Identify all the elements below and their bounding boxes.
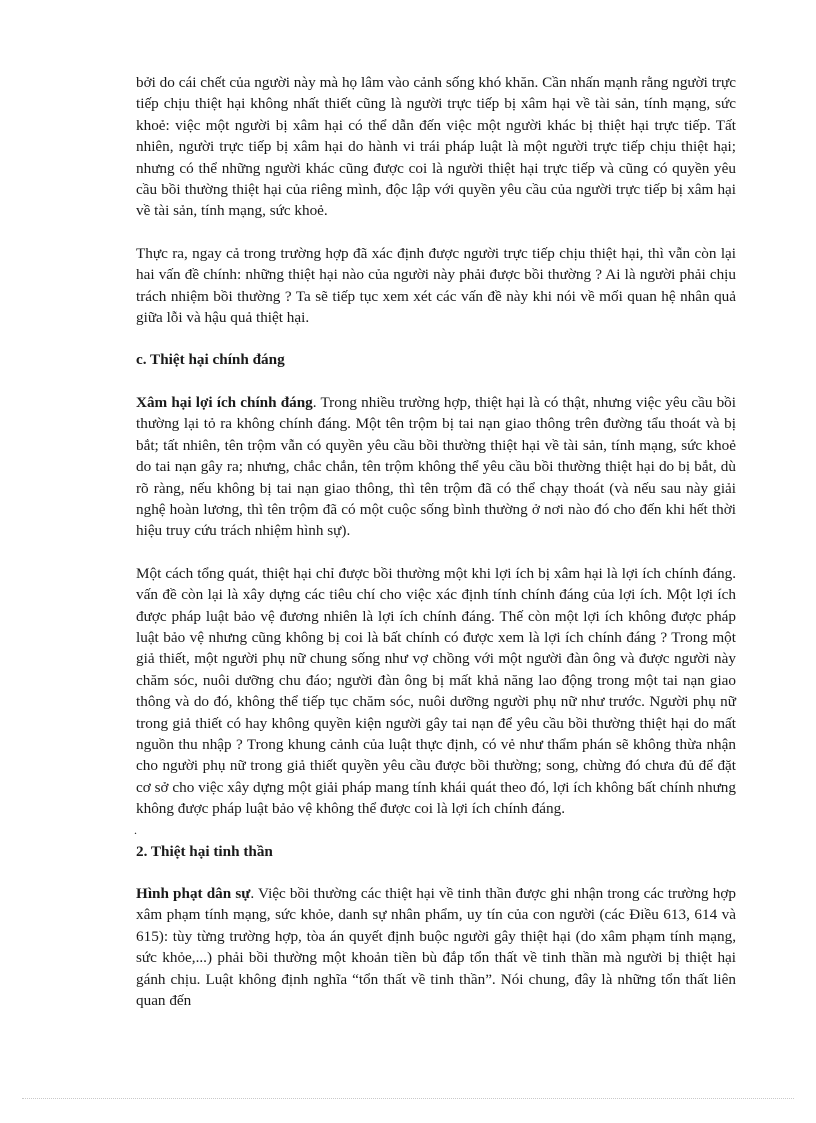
section-heading-2: 2. Thiệt hại tinh thần — [136, 842, 273, 860]
paragraph-3 — [136, 392, 736, 542]
stray-dot: . — [134, 822, 137, 837]
spacer — [136, 862, 736, 883]
paragraph-2: Thực ra, ngay cả trong trường hợp đã xác định được người trực tiếp chịu thiệt hại, thì vẫn còn lại hai vấn đề chính: những thiệt hại nào của người này phải được bồi thường ? Ai là người phải chịu trách nhiệm bồi thường ? Ta sẽ tiếp tục xem xét các vấn đề này khi nói về mối quan hệ nhân quả giữa lỗi và hậu quả thiệt hại. — [136, 244, 736, 327]
page-bottom-divider — [22, 1098, 794, 1099]
paragraph-1: bởi do cái chết của người này mà họ lâm vào cảnh sống khó khăn. Cần nhấn mạnh rằng người trực tiếp chịu thiệt hại không nhất thiết cũng là người trực tiếp bị xâm hại về tài sản, tính mạng, sức khoẻ: việc một người bị xâm hại có thể dẫn đến việc một người khác bị thiệt hại trực tiếp. Tất nhiên, người trực tiếp bị xâm hại do hành vi trái pháp luật là một người trực tiếp chịu thiệt hại; nhưng có thể những người khác cũng được coi là người thiệt hại trực tiếp và cũng có quyền yêu cầu bồi thường thiệt hại của riêng mình, độc lập với quyền yêu cầu của người trực tiếp bị xâm hại về tài sản, tính mạng, sức khoẻ. — [136, 74, 736, 220]
spacer — [136, 328, 736, 349]
paragraph-3-body: . Trong nhiều trường hợp, thiệt hại là có thật, nhưng việc yêu cầu bồi thường lại tỏ ra không chính đáng. Một tên trộm bị tai nạn giao thông trên đường tẩu thoát và bị bắt; tất nhiên, tên trộm vẫn có quyền yêu cầu bồi thường thiệt hại về tài sản, tính mạng, sức khoẻ do tai nạn gây ra; nhưng, chắc chắn, tên trộm không thể yêu cầu bồi thường thiệt hại do bị bắt, dù rõ ràng, nếu không bị tai nạn giao thông, thì tên trộm đã có thể chạy thoát (và nếu sau này giải nghệ hoàn lương, thì tên trộm đã có một cuộc sống bình thường ở nơi nào đó cho đến khi hết thời hiệu truy cứu trách nhiệm hình sự). — [136, 393, 736, 540]
spacer — [136, 371, 736, 392]
paragraph-5 — [136, 883, 736, 1011]
paragraph-3-lead: Xâm hại lợi ích chính đáng — [136, 393, 313, 411]
spacer — [136, 222, 736, 243]
paragraph-5-body: . Việc bồi thường các thiệt hại về tinh thần được ghi nhận trong các trường hợp xâm phạm tính mạng, sức khỏe, danh sự nhân phẩm, uy tín của con người (các Điều 613, 614 và 615): tùy từng trường hợp, tòa án quyết định buộc người gây thiệt hại (do xâm phạm tính mạng, sức khỏe,...) phải bồi thường một khoản tiền bù đắp tổn thất về tinh thần mà người bị thiệt hại gánh chịu. Luật không định nghĩa “tổn thất về tinh thần”. Nói chung, đây là những tổn thất liên quan đến — [136, 885, 736, 1010]
paragraph-5-lead: Hình phạt dân sự — [136, 885, 251, 902]
paragraph-4: Một cách tổng quát, thiệt hại chỉ được bồi thường một khi lợi ích bị xâm hại là lợi ích chính đáng. vấn đề còn lại là xây dựng các tiêu chí cho việc xác định tính chính đáng của lợi ích. Một lợi ích được pháp luật bảo vệ đương nhiên là lợi ích chính đáng. Thế còn một lợi ích không được pháp luật bảo vệ nhưng cũng không bị coi là bất chính có được xem là lợi ích chính đáng ? Trong một giả thiết, một người phụ nữ chung sống như vợ chồng với một người đàn ông và được người này chăm sóc, nuôi dưỡng chu đáo; người đàn ông bị mất khả năng lao động trong một tai nạn giao thông và do đó, không thể tiếp tục chăm sóc, nuôi dưỡng người phụ nữ như trước. Người phụ nữ trong giả thiết có hay không quyền kiện người gây tai nạn để yêu cầu bồi thường thiệt hại do mất nguồn thu nhập ? Trong khung cảnh của luật thực định, có vẻ như thẩm phán sẽ không thừa nhận cho người phụ nữ trong giả thiết quyền yêu cầu được bồi thường; song, chừng đó chưa đủ để đặt cơ sở cho việc xây dựng một giải pháp mang tính khái quát theo đó, lợi ích không bất chính nhưng không được pháp luật bảo vệ không thể được coi là lợi ích chính đáng. — [136, 564, 736, 818]
section-heading-c: c. Thiệt hại chính đáng — [136, 351, 285, 369]
spacer — [136, 542, 736, 563]
document-page — [136, 72, 736, 1011]
